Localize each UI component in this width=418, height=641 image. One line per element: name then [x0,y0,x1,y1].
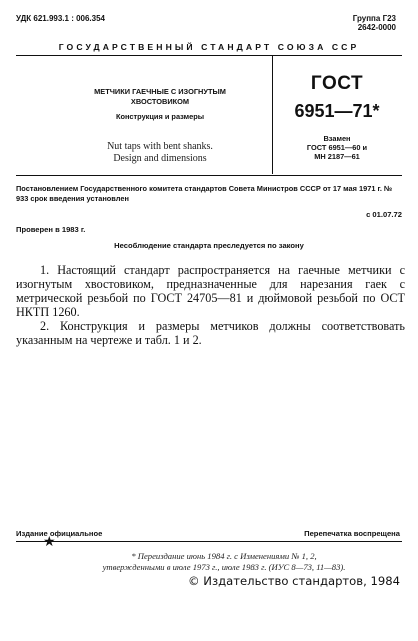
replaces-block [273,134,401,161]
copyright: © Издательство стандартов, 1984 [188,574,400,588]
bottom-rule [16,541,402,542]
footnote [60,551,388,573]
okp-code: 2642-0000 [357,23,396,32]
footnote-line2: утвержденными в июле 1973 г., июле 1983 г. (ИУС 8—73, 11—83). [102,562,346,572]
replaces-standard-1: ГОСТ 6951—60 и [306,143,368,152]
subtitle-russian: Конструкция и размеры [115,112,205,121]
footnote-line1: * Переиздание июнь 1984 г. с Изменениями № 1, 2, [131,551,317,561]
official-edition-label: Издание официальное [16,529,103,538]
title-en-line2: Design and dimensions [113,153,207,164]
standard-banner: ГОСУДАРСТВЕННЫЙ СТАНДАРТ СОЮЗА ССР [58,42,360,52]
reprint-prohibited-label: Перепечатка воспрещена [304,529,400,538]
introduction-date: с 01.07.72 [366,210,402,219]
decree-text: Постановлением Государственного комитета стандартов Совета Министров СССР от 17 мая 1971 г. № 933 срок введения установлен [16,184,393,203]
title-russian [60,87,260,107]
group-label: Группа Г23 [352,14,396,23]
group-block [353,14,396,32]
title-en-line1: Nut taps with bent shanks. [107,141,213,152]
checked-note: Проверен в 1983 г. [16,225,86,234]
law-notice: Несоблюдение стандарта преследуется по закону [114,241,304,250]
title-ru-line2: ХВОСТОВИКОМ [130,97,190,106]
body-text [16,263,405,347]
gost-label: ГОСТ [310,73,364,94]
replaces-label: Взамен [323,134,351,143]
middle-rule [16,175,402,176]
star-icon: ★ [43,534,56,550]
paragraph-1: 1. Настоящий стандарт распространяется на гаечные метчики с изогнутым хвостовиком, предназначенные для нарезания гаек с метрической резьбой по ГОСТ 24705—81 и дюймовой резьбой по ОСТ НКТП 1260. [16,263,405,319]
replaces-standard-2: МН 2187—61 [314,152,360,161]
title-ru-line1: МЕТЧИКИ ГАЕЧНЫЕ С ИЗОГНУТЫМ [94,87,226,96]
title-english [60,141,260,165]
gost-number: 6951—71* [294,101,380,121]
top-rule [16,55,402,56]
udk-code: УДК 621.993.1 : 006.354 [16,14,105,23]
paragraph-2: 2. Конструкция и размеры метчиков должны соответствовать указанным на чертеже и табл. 1 и 2. [16,319,405,347]
